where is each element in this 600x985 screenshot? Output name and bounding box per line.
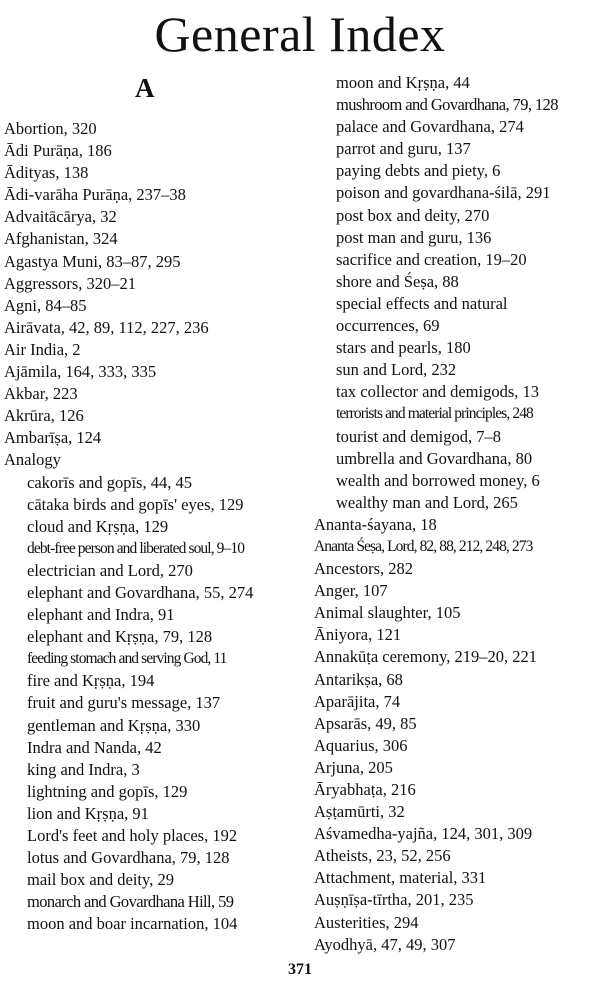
index-subentry: debt-free person and liberated soul, 9–10 (27, 539, 245, 557)
index-subentry: mushroom and Govardhana, 79, 128 (336, 95, 558, 115)
index-subentry: cātaka birds and gopīs' eyes, 129 (27, 494, 244, 514)
index-subentry: fruit and guru's message, 137 (27, 693, 221, 713)
index-entry: Akrūra, 126 (4, 406, 84, 426)
index-entry: Ananta Śeṣa, Lord, 82, 88, 212, 248, 273 (314, 537, 533, 555)
index-subentry: special effects and natural (336, 293, 508, 313)
index-entry: Ayodhyā, 47, 49, 307 (314, 934, 456, 954)
index-entry: Annakūṭa ceremony, 219–20, 221 (314, 647, 537, 667)
index-entry: Anger, 107 (314, 581, 388, 601)
index-entry: Airāvata, 42, 89, 112, 227, 236 (4, 317, 209, 337)
index-entry: Ananta-śayana, 18 (314, 514, 437, 534)
index-subentry: umbrella and Govardhana, 80 (336, 448, 533, 468)
index-subentry: cloud and Kṛṣṇa, 129 (27, 516, 169, 536)
index-entry: Akbar, 223 (4, 384, 78, 404)
index-entry: Antarikṣa, 68 (314, 669, 403, 689)
index-entry: Aparājita, 74 (314, 691, 401, 711)
index-subentry: cakorīs and gopīs, 44, 45 (27, 472, 192, 492)
index-entry: Arjuna, 205 (314, 757, 393, 777)
index-subentry: lotus and Govardhana, 79, 128 (27, 848, 230, 868)
index-entry: Abortion, 320 (4, 119, 97, 138)
index-entry: Āniyora, 121 (314, 625, 402, 645)
index-entry: Afghanistan, 324 (4, 229, 118, 249)
index-subentry: gentleman and Kṛṣṇa, 330 (27, 715, 201, 735)
index-entry: Attachment, material, 331 (314, 868, 487, 888)
index-entry: Auṣṇīṣa-tīrtha, 201, 235 (314, 890, 474, 910)
index-entry: Austerities, 294 (314, 912, 419, 932)
index-subentry: elephant and Kṛṣṇa, 79, 128 (27, 627, 213, 647)
index-subentry: moon and boar incarnation, 104 (27, 914, 238, 934)
index-subentry: lightning and gopīs, 129 (27, 781, 188, 801)
right-index-list (314, 72, 558, 956)
left-index-list (4, 118, 253, 935)
index-subentry: moon and Kṛṣṇa, 44 (336, 73, 470, 92)
index-entry: Ambarīṣa, 124 (4, 428, 102, 448)
index-entry: Ādi Purāṇa, 186 (4, 141, 112, 161)
index-entry: Agastya Muni, 83–87, 295 (4, 251, 181, 271)
index-subentry: paying debts and piety, 6 (336, 161, 501, 181)
index-subentry: fire and Kṛṣṇa, 194 (27, 671, 155, 691)
index-entry: Agni, 84–85 (4, 295, 87, 315)
index-entry: Ādityas, 138 (4, 163, 89, 183)
index-subentry: wealth and borrowed money, 6 (336, 470, 540, 490)
index-subentry: parrot and guru, 137 (336, 139, 471, 159)
page-title: General Index (154, 6, 446, 62)
index-subentry: Lord's feet and holy places, 192 (27, 826, 238, 845)
index-subentry: elephant and Indra, 91 (27, 605, 175, 625)
index-subentry: feeding stomach and serving God, 11 (27, 650, 227, 668)
index-entry: Ajāmila, 164, 333, 335 (4, 362, 157, 382)
index-entry: Atheists, 23, 52, 256 (314, 846, 451, 866)
index-subentry: elephant and Govardhana, 55, 274 (27, 582, 254, 602)
index-subentry: post box and deity, 270 (336, 205, 490, 225)
index-entry: Air India, 2 (4, 339, 81, 359)
index-subentry: shore and Śeṣa, 88 (336, 271, 459, 291)
index-entry: Aśvamedha-yajña, 124, 301, 309 (314, 824, 533, 844)
index-subentry: tax collector and demigods, 13 (336, 382, 539, 402)
index-subentry: palace and Govardhana, 274 (336, 117, 524, 137)
index-subentry: tourist and demigod, 7–8 (336, 426, 501, 446)
index-entry: Apsarās, 49, 85 (314, 713, 417, 733)
index-entry: Animal slaughter, 105 (314, 603, 461, 623)
index-subentry: terrorists and material principles, 248 (336, 405, 533, 423)
index-subentry: sun and Lord, 232 (336, 360, 457, 380)
index-entry: Aṣṭamūrti, 32 (314, 802, 405, 822)
index-subentry: post man and guru, 136 (336, 227, 492, 247)
index-subentry: wealthy man and Lord, 265 (336, 492, 518, 512)
index-entry: Aggressors, 320–21 (4, 273, 136, 293)
index-entry: Ancestors, 282 (314, 559, 413, 579)
index-subentry: stars and pearls, 180 (336, 338, 471, 358)
index-subentry: monarch and Govardhana Hill, 59 (27, 892, 234, 912)
index-entry: Advaitācārya, 32 (4, 207, 117, 227)
index-subentry: mail box and deity, 29 (27, 870, 174, 890)
index-entry: Āryabhaṭa, 216 (314, 780, 416, 799)
index-subentry: electrician and Lord, 270 (27, 560, 193, 580)
index-subentry: king and Indra, 3 (27, 759, 140, 779)
section-letter-heading: A (135, 73, 155, 103)
index-subentry: lion and Kṛṣṇa, 91 (27, 803, 149, 823)
index-subentry: occurrences, 69 (336, 316, 440, 336)
index-subentry: Indra and Nanda, 42 (27, 737, 162, 757)
page-number: 371 (288, 961, 312, 978)
index-entry: Aquarius, 306 (314, 735, 408, 755)
index-entry: Analogy (4, 450, 61, 470)
index-subentry: poison and govardhana-śilā, 291 (336, 183, 551, 203)
index-entry: Ādi-varāha Purāṇa, 237–38 (4, 185, 186, 205)
index-subentry: sacrifice and creation, 19–20 (336, 249, 527, 269)
